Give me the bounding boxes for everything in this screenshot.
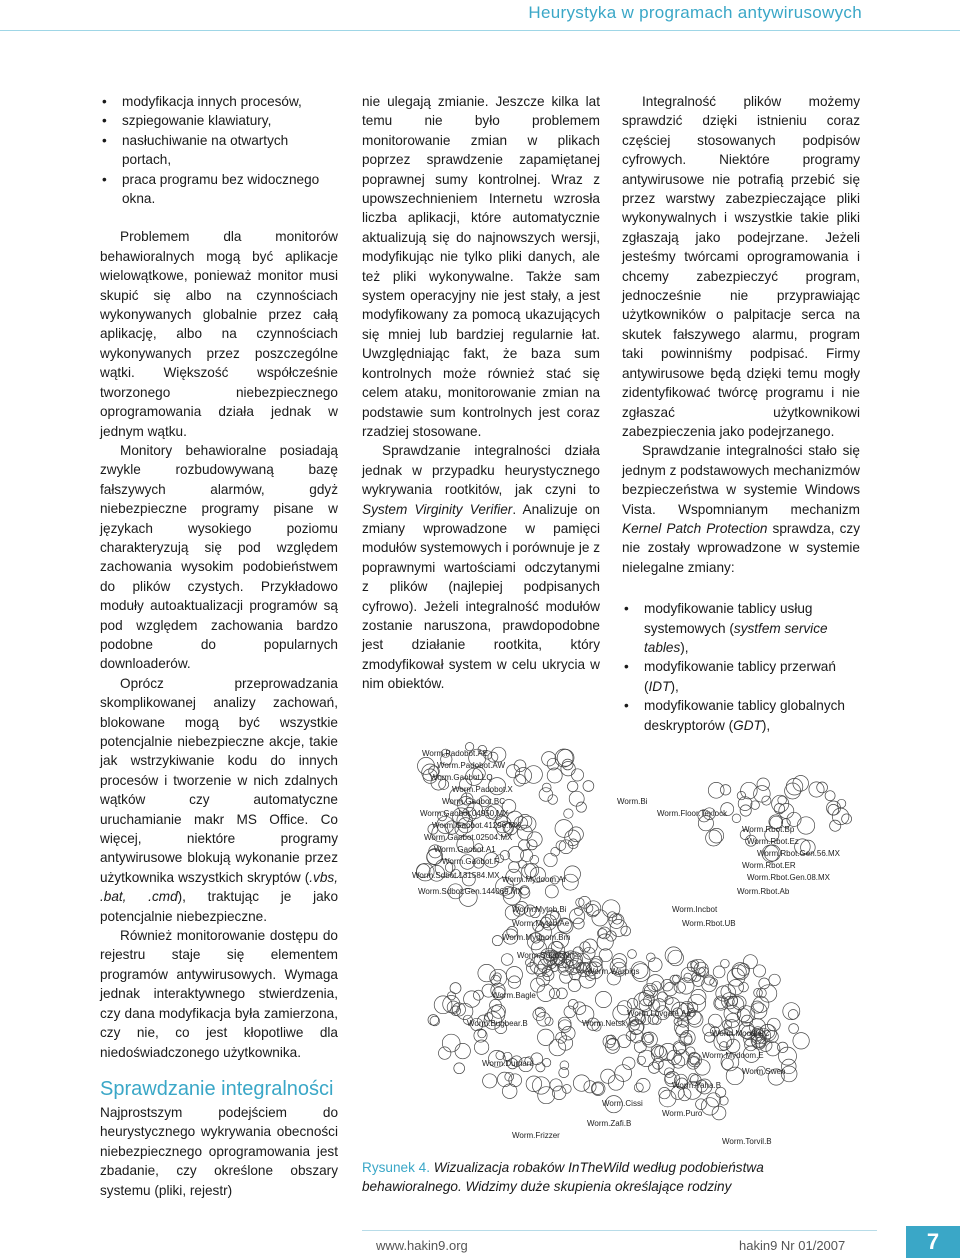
list-item: • szpiegowanie klawiatury,	[100, 111, 338, 130]
bullet-list-kernel-changes	[622, 599, 860, 735]
graph-node	[491, 747, 506, 762]
graph-node	[721, 959, 730, 968]
node-label: Worm.Sdbot.Gen.144069.MX	[418, 887, 523, 896]
node-label: Worm.Padobot.AE	[422, 749, 489, 758]
graph-node	[545, 885, 558, 898]
graph-node	[542, 752, 556, 766]
graph-node	[558, 1017, 571, 1030]
graph-node	[706, 830, 722, 846]
node-label: Worm.Bi	[617, 797, 648, 806]
graph-node	[737, 964, 749, 976]
graph-node	[501, 954, 513, 966]
list-item: • nasłuchiwanie na otwartych portach,	[100, 131, 338, 170]
node-label: Worm.Floor.Texlock	[657, 809, 728, 818]
figure-worm-visualization	[362, 736, 862, 1154]
graph-node	[732, 814, 741, 823]
graph-node	[636, 1078, 650, 1092]
column-2	[362, 92, 600, 694]
graph-node	[696, 1099, 707, 1110]
graph-node	[559, 1068, 569, 1078]
node-label: Worm.Gaobot.41296.MX	[432, 821, 521, 830]
graph-node	[828, 804, 839, 815]
graph-node	[537, 1012, 551, 1026]
graph-node	[532, 1077, 549, 1094]
node-label: Worm.Frizzer	[512, 1131, 560, 1140]
node-label: Worm.Puro	[662, 1109, 703, 1118]
graph-node	[583, 781, 594, 792]
graph-node	[573, 1075, 589, 1091]
graph-node	[508, 846, 524, 862]
graph-node	[657, 992, 667, 1002]
extensions-text: .vbs, .bat, .cmd	[100, 869, 338, 905]
footer-url: www.hakin9.org	[376, 1238, 468, 1253]
graph-node	[670, 975, 679, 984]
mechanism-name: Kernel Patch Protection	[622, 520, 768, 536]
graph-node	[645, 1034, 653, 1042]
graph-node	[830, 820, 841, 831]
graph-node	[743, 955, 757, 969]
list-item: • praca programu bez widocznego okna.	[100, 170, 338, 209]
caption-label: Rysunek 4.	[362, 1160, 431, 1175]
graph-node	[478, 964, 495, 981]
header-title: Heurystyka w programach antywirusowych	[528, 3, 862, 22]
graph-node	[555, 749, 573, 767]
paragraph: nie ulegają zmianie. Jeszcze kilka lat temu nie było problemem monitorowanie zmian w plikach poprzez sprawdzenie zapamiętanej poprawnej sumy kontrolnej. Wraz z upowszechnieniem Internetu wzrosła liczba aplikacji, które automatycznie aktualizują się do najnowszych wersji, modyfikując nie tylko pliki danych, ale też pliki wykonywalne. Także sam system operacyjny nie jest stały, a jest modyfikowany za pomocą ukazujących się mniej lub bardziej regularnie łat. Uwzględniając fakt, że baza sum kontrolnych może również stać się celem ataku, monitorowanie zmian na podstawie sum kontrolnych jest coraz rzadziej stosowane.	[362, 94, 600, 439]
graph-node	[659, 1087, 670, 1098]
graph-node	[638, 1050, 654, 1066]
graph-node	[602, 900, 620, 918]
graph-node	[568, 781, 578, 791]
graph-node	[542, 1058, 550, 1066]
graph-node	[570, 909, 585, 924]
graph-node	[508, 976, 520, 988]
graph-node	[464, 991, 480, 1007]
paragraph: Integralność plików możemy sprawdzić dzięki istnieniu coraz częściej stosowanych podpisów cyfrowych. Niektóre programy antywirusowe nie potrafią przebić się przez warstwy zabezpieczające pliki wykonywalnych i wszystkie takie pliki zgłaszają jako podejrzane. Jeżeli jesteśmy twórcami oprogramowania i chcemy zabezpieczyć program, jednocześnie nie przyprawiając użytkowników o palpitacje serca na skutek fałszywego alarmu, program taki powinniśmy podpisać. Firmy antywirusowe będą dzięki temu mogły zidentyfikować twórcę programu i nie zgłaszać użytkownikowi zabezpieczenia jako podejrzanego.	[622, 94, 860, 439]
paragraph: Oprócz przeprowadzania skomplikowanej analizy zachowań, blokowane mogą być wszystkie potencjalnie niebezpieczne akcje, takie jak wstrzykiwanie kodu do innych procesów i tworzenie w nich zdalnych wątków czy automatyczne uruchamianie makr MS Office. Co więcej, niektóre programy antywirusowe blokują wykonanie przez użytkownika wszystkich skryptów (.vbs, .bat, .cmd), traktując je jako potencjalnie niebezpieczne.	[100, 675, 339, 924]
graph-node	[562, 1085, 571, 1094]
graph-node	[606, 1035, 616, 1045]
graph-node	[509, 862, 520, 873]
node-label: Worm.Moodle.C	[712, 1029, 770, 1038]
graph-node	[786, 778, 803, 795]
graph-node	[652, 981, 661, 990]
node-label: Worm.Mydoom.Bm	[502, 933, 571, 942]
paragraph: Najprostszym podejściem do heurystycznego wykrywania obecności niebezpiecznego oprogramowania jest zbadanie, czy określone obszary systemu (pliki, rejestr)	[100, 1104, 338, 1198]
graph-node	[497, 1072, 512, 1087]
graph-node	[457, 1003, 473, 1019]
graph-node	[454, 1063, 465, 1074]
node-label: Worm.Bagle	[492, 991, 536, 1000]
graph-node	[533, 1008, 545, 1020]
footer-divider	[362, 1230, 877, 1231]
graph-node	[603, 1035, 615, 1047]
graph-node	[483, 1074, 497, 1088]
page-footer	[0, 1226, 960, 1258]
node-label: Worm.Cissi	[602, 1099, 643, 1108]
graph-node	[720, 785, 730, 795]
graph-node	[550, 1079, 562, 1091]
graph-node	[712, 1106, 726, 1120]
node-label: Worm.Rbot.Gen.08.MX	[747, 873, 830, 882]
graph-node	[648, 958, 662, 972]
paragraph: Monitory behawioralne posiadają zwykle rozbudowywaną bazę fałszywych alarmów, gdyż niebezpieczne programy pisane w językach wysokiego poziomu charakteryzują się pod względem zachowania wysokim podobieństwem do plików czystych. Przykładowo moduły autoaktualizacji programów są pod względem zachowania bardzo podobne do popularnych downloaderów.	[100, 442, 338, 672]
node-label: Worm.Yaha.B	[672, 1081, 722, 1090]
graph-node	[623, 1057, 635, 1069]
graph-node	[797, 817, 814, 834]
graph-node	[634, 993, 652, 1011]
node-label: Worm.Padobot.X	[452, 785, 513, 794]
graph-node	[727, 968, 745, 986]
graph-node	[759, 978, 770, 989]
graph-node	[521, 849, 533, 861]
node-label: Worm.Gaobot.LQ	[430, 773, 493, 782]
node-label: Worm.Sdbot.131584.MX	[412, 871, 500, 880]
graph-node	[825, 791, 835, 801]
graph-node	[793, 1033, 809, 1049]
graph-node	[832, 808, 849, 825]
graph-node	[562, 759, 573, 770]
paragraph: Problemem dla monitorów behawioralnych mogą być aplikacje wielowątkowe, ponieważ monitor musi skupić się albo na czynnościach wykonywanych globalnie przez całą aplikację, albo na czynnościach wykonywanych przez poszczególne wątki. Większość współcześnie tworzonego niebezpiecznego oprogramowania działa jednak w jednym wątku.	[100, 229, 338, 439]
graph-node	[621, 926, 631, 936]
graph-node	[418, 757, 435, 774]
node-label: Worm.Dumaru	[482, 1059, 534, 1068]
node-label: Worm.Rbot.Ez	[747, 837, 799, 846]
graph-node	[492, 936, 502, 946]
node-label: Worm.Rbot.UB	[682, 919, 736, 928]
graph-labels	[412, 749, 841, 1146]
node-label: Worm.Bugbear.B	[467, 1019, 528, 1028]
node-label: Worm.Sdbot.Nn	[517, 951, 574, 960]
graph-node	[769, 974, 780, 985]
graph-node	[647, 953, 656, 962]
graph-node	[568, 979, 580, 991]
node-label: Worm.Gaobot.04950.MX	[420, 809, 509, 818]
graph-node	[612, 954, 626, 968]
paragraph: Również monitorowanie dostępu do rejestru staje się elementem programów antywirusowych. Wymaga jednak interaktywnego stwierdzenia, czy dana modyfikacja była zamierzona, czy nie, co jest kłopotliwe dla niedoświadczonego użytkownika.	[100, 928, 338, 1060]
graph-node	[564, 809, 573, 818]
list-item: • modyfikowanie tablicy usług systemowych (systfem service tables),	[622, 599, 860, 657]
node-label: Worm.Zafi.B	[587, 1119, 632, 1128]
graph-node	[506, 967, 522, 983]
column-3	[622, 92, 860, 735]
graph-node	[442, 1034, 460, 1052]
graph-node	[538, 1029, 554, 1045]
node-label: Worm.Mytob.Bi	[512, 905, 567, 914]
paragraph: Sprawdzanie integralności stało się jednym z podstawowych mechanizmów bezpieczeństwa w systemie Windows Vista. Wspomnianym mechanizm Kernel Patch Protection sprawdza, czy nie zostały wprowadzone w systemie nielegalne zmiany:	[622, 443, 860, 575]
graph-node	[525, 766, 543, 784]
graph-node	[443, 996, 460, 1013]
graph-node	[455, 1043, 470, 1058]
graph-node	[704, 975, 714, 985]
graph-node	[779, 803, 794, 818]
graph-node	[573, 1002, 586, 1015]
graph-node	[695, 1060, 710, 1075]
graph-node	[737, 791, 745, 799]
tool-name: System Virginity Verifier	[362, 501, 513, 517]
page-header	[0, 0, 960, 26]
node-label: Worm.Incbot	[672, 905, 718, 914]
graph-node	[757, 778, 769, 790]
node-label: Worm.Torvil.B	[722, 1137, 772, 1146]
node-label: Worm.Netsky	[582, 1019, 630, 1028]
graph-node	[591, 1082, 605, 1096]
graph-node	[569, 791, 584, 806]
paragraph: Sprawdzanie integralności działa jednak w przypadku heurystycznego wykrywania rootkitów, jak czyni to System Virginity Verifier. Analizuje on zmiany wprowadzone w pamięci modułów systemowych i porównuje je z poprawnymi wartościami odczytanymi z plików (najlepiej podpisanych cyfrowo). Jeżeli integralność modułów zostanie naruszona, prawdopodobne jest działanie rootkita, który zmodyfikował system w celu ukrycia w nim obiektów.	[362, 443, 600, 692]
list-item: • modyfikowanie tablicy globalnych deskryptorów (GDT),	[622, 696, 860, 735]
column-1	[100, 92, 338, 1200]
list-item: • modyfikowanie tablicy przerwań (IDT),	[622, 657, 860, 696]
graph-node	[557, 749, 574, 766]
graph-node	[502, 1084, 517, 1099]
graph-node	[817, 782, 828, 793]
node-label: Worm.Lovgate.Aa	[627, 1009, 691, 1018]
footer-issue: hakin9 Nr 01/2007	[739, 1238, 846, 1253]
figure-caption	[362, 1158, 832, 1196]
graph-node	[665, 947, 682, 964]
graph-node	[559, 1020, 572, 1033]
graph-node	[599, 949, 612, 962]
node-label: Worm.Mydoom.E	[702, 1051, 764, 1060]
node-label: Worm.Gaobot.F	[442, 857, 499, 866]
node-label: Worm.Gaobot.A1	[434, 845, 496, 854]
graph-node	[576, 802, 586, 812]
node-label: Worm.Warpigs	[587, 967, 640, 976]
worm-cluster-graph	[362, 736, 862, 1154]
graph-node	[634, 1041, 646, 1053]
graph-node	[733, 965, 747, 979]
page-number: 7	[906, 1226, 960, 1258]
node-label: Worm.Padobot.AW	[437, 761, 506, 770]
bullet-list-behaviors	[100, 92, 338, 208]
node-label: Worm.Rbot.Gen.56.MX	[757, 849, 840, 858]
node-label: Worm.Swen	[742, 1067, 786, 1076]
node-label: Worm.Rbot.Ab	[737, 887, 790, 896]
graph-node	[527, 962, 539, 974]
caption-text: Wizualizacja robaków InTheWild według podobieństwa behawioralnego. Widzimy duże skupienia określające rodziny	[362, 1160, 764, 1194]
graph-node	[601, 1069, 615, 1083]
graph-node	[741, 782, 758, 799]
graph-node	[545, 1017, 553, 1025]
graph-node	[547, 768, 562, 783]
graph-node	[571, 769, 583, 781]
node-label: Worm.Rbot.Bp	[742, 825, 795, 834]
graph-node	[709, 1014, 723, 1028]
graph-node	[537, 984, 554, 1001]
node-label: Worm.Gaobot.02504.MX	[424, 833, 513, 842]
header-divider	[0, 30, 960, 31]
graph-node	[555, 820, 573, 838]
node-label: Worm.Mytob.Ae	[512, 919, 570, 928]
graph-node	[595, 991, 611, 1007]
graph-node	[514, 760, 526, 772]
graph-node	[809, 782, 824, 797]
graph-node	[526, 1076, 542, 1092]
node-label: Worm.Mydoom.Ar	[502, 875, 567, 884]
graph-node	[789, 1024, 799, 1034]
node-label: Worm.Gaobot.BC	[442, 797, 505, 806]
graph-node	[536, 1063, 545, 1072]
graph-node	[667, 1050, 681, 1064]
graph-node	[662, 979, 674, 991]
list-item: • modyfikacja innych procesów,	[100, 92, 338, 111]
graph-node	[544, 853, 557, 866]
graph-node	[434, 996, 452, 1014]
graph-node	[592, 1083, 604, 1095]
graph-node	[628, 950, 637, 959]
graph-node	[509, 1074, 522, 1087]
section-heading: Sprawdzanie integralności	[100, 1077, 334, 1100]
graph-node	[527, 840, 537, 850]
graph-node	[708, 782, 724, 798]
node-label: Worm.Rbot.ER	[742, 861, 796, 870]
